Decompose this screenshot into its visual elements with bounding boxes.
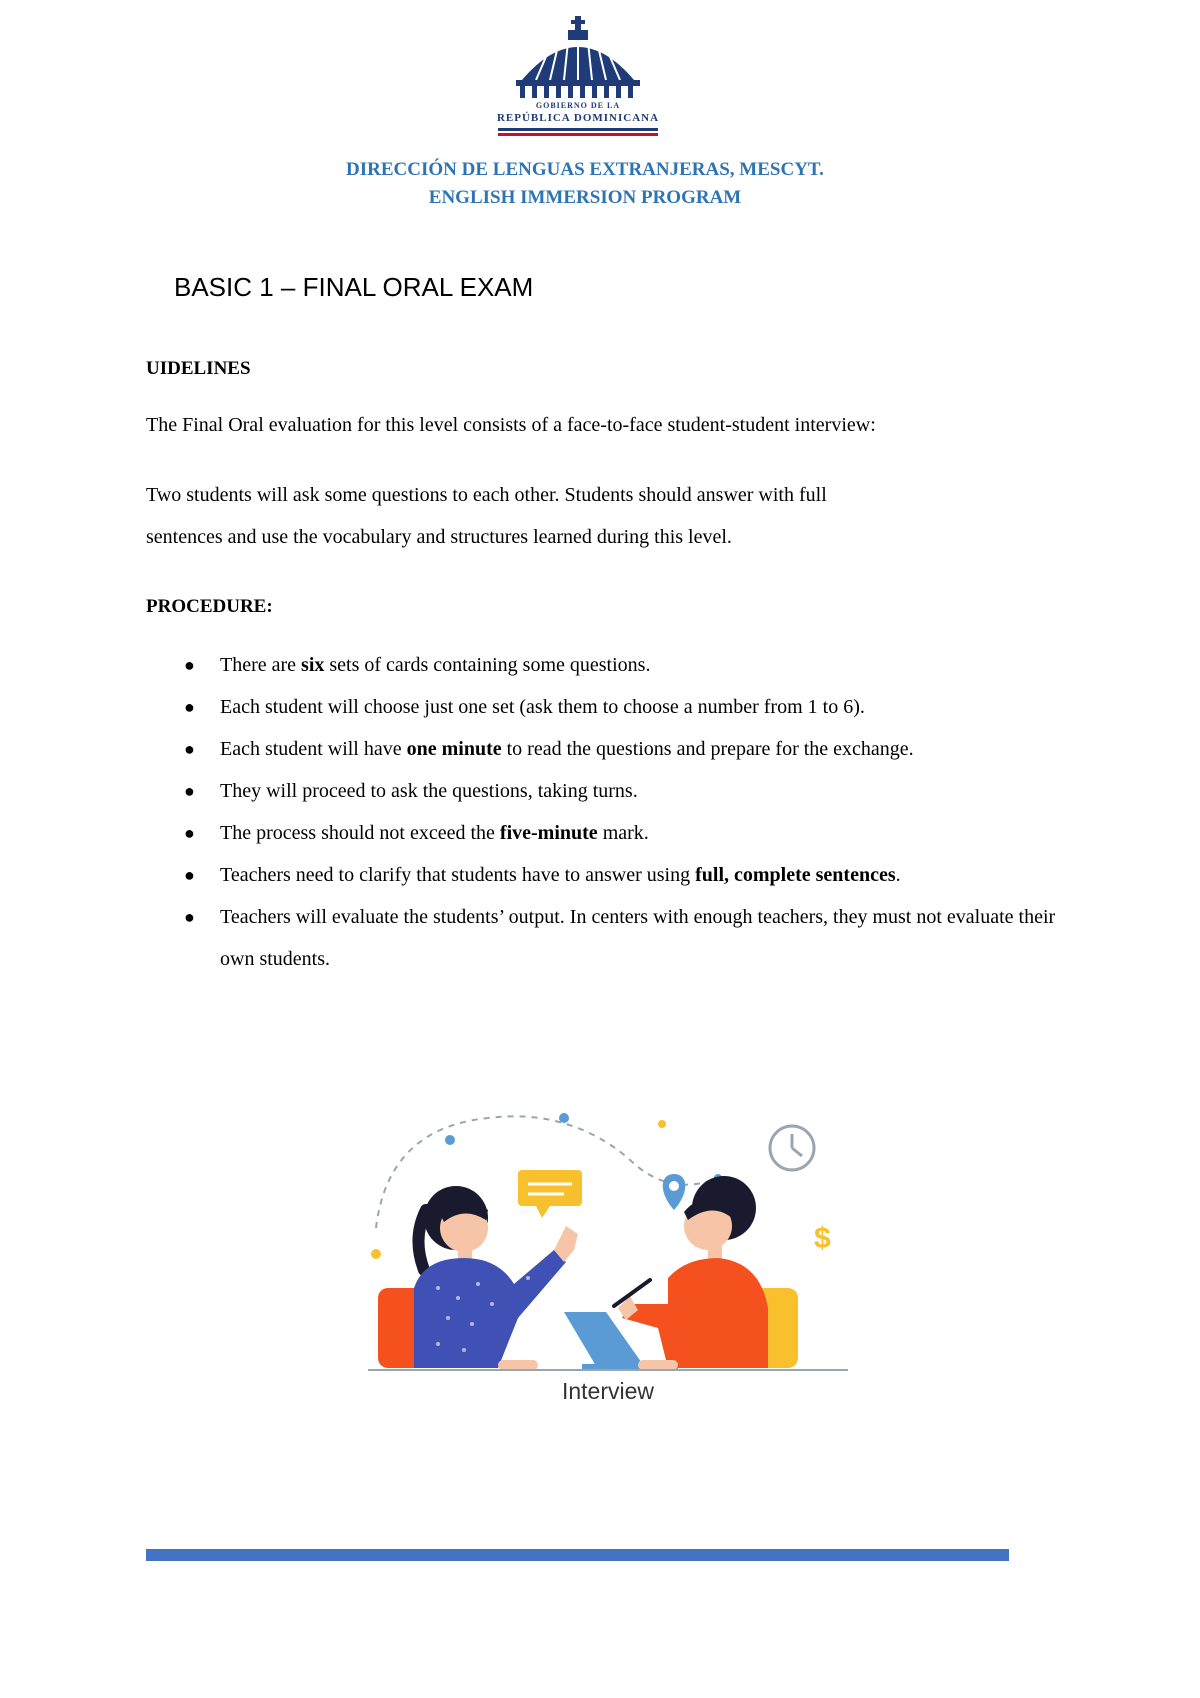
illustration-caption: Interview bbox=[561, 1378, 655, 1404]
list-item: ● They will proceed to ask the questions, taking turns. bbox=[146, 770, 1066, 812]
guidelines-paragraph-2-line-1: Two students will ask some questions to each other. Students should answer with full bbox=[146, 484, 827, 506]
dollar-icon: $ bbox=[814, 1222, 831, 1255]
bullet-icon: ● bbox=[184, 907, 195, 927]
logo-text-gobierno: GOBIERNO DE LA bbox=[535, 101, 621, 110]
government-logo bbox=[478, 14, 678, 142]
bullet-icon: ● bbox=[184, 697, 195, 717]
list-item: ● Teachers need to clarify that students have to answer using full, complete sentences. bbox=[146, 854, 1066, 896]
interview-scene-icon bbox=[368, 1098, 848, 1398]
header-line-direccion: DIRECCIÓN DE LENGUAS EXTRANJERAS, MESCYT. bbox=[346, 159, 824, 180]
list-item: ● Teachers will evaluate the students’ output. In centers with enough teachers, they must not evaluate their own students. bbox=[146, 896, 1066, 980]
bullet-icon: ● bbox=[184, 781, 195, 801]
guidelines-paragraph-2-line-2: sentences and use the vocabulary and structures learned during this level. bbox=[146, 526, 732, 548]
guidelines-paragraph-2 bbox=[146, 474, 1056, 558]
guidelines-paragraph-1: The Final Oral evaluation for this level consists of a face-to-face student-student interview: bbox=[146, 414, 876, 436]
list-item: ● Each student will have one minute to read the questions and prepare for the exchange. bbox=[146, 728, 1066, 770]
procedure-list bbox=[146, 644, 1066, 980]
institution-header bbox=[0, 156, 1170, 212]
list-item: ● The process should not exceed the five-minute mark. bbox=[146, 812, 1066, 854]
list-item: ● Each student will choose just one set (ask them to choose a number from 1 to 6). bbox=[146, 686, 1066, 728]
footer-bar bbox=[146, 1549, 1009, 1561]
header-line-program: ENGLISH IMMERSION PROGRAM bbox=[428, 187, 742, 208]
list-item: ● There are six sets of cards containing some questions. bbox=[146, 644, 1066, 686]
procedure-heading: PROCEDURE: bbox=[146, 596, 273, 617]
logo-text-republica: REPÚBLICA DOMINICANA bbox=[496, 112, 660, 124]
bullet-icon: ● bbox=[184, 739, 195, 759]
bullet-icon: ● bbox=[184, 655, 195, 675]
bullet-icon: ● bbox=[184, 823, 195, 843]
bullet-icon: ● bbox=[184, 865, 195, 885]
interview-illustration bbox=[368, 1098, 848, 1398]
guidelines-heading: UIDELINES bbox=[146, 358, 251, 379]
page-title: BASIC 1 – FINAL ORAL EXAM bbox=[174, 272, 534, 302]
